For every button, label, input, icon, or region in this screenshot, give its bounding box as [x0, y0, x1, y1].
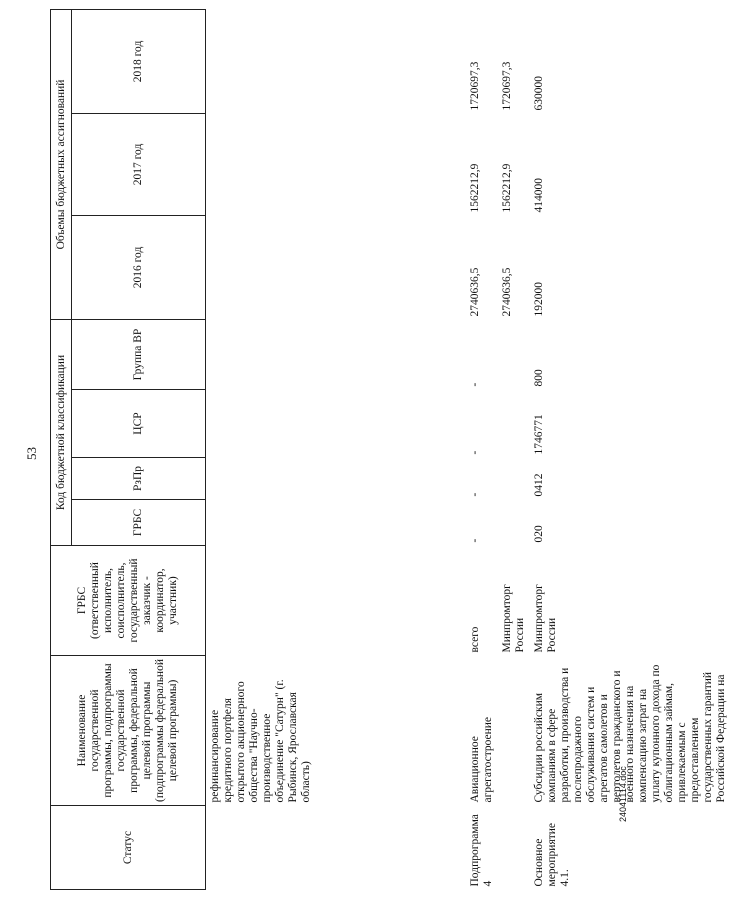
measure41-name: Субсидии российским компаниям в сфере разработки, производства и послепродажного обслуживания систем и агрегатов самолетов и вертолетов гражданского и военного назначения на компенсацию затрат на уплату купонного дохода по облигационным займам, привлекаемым с предоставлением государственных гарантий Российской Федерации на — [532, 664, 727, 803]
header-2017: 2017 год — [72, 113, 206, 215]
subprogram4-code-vr: - — [468, 382, 481, 387]
measure41-grbs: Минпромторг России — [532, 584, 558, 653]
subprogram4-ministry-2018: 1720697,3 — [500, 61, 513, 111]
subprogram4-code-rzpr: - — [468, 492, 481, 497]
header-2018: 2018 год — [72, 9, 206, 113]
header-code-csr: ЦСР — [72, 390, 206, 458]
measure41-2016: 192000 — [532, 281, 545, 317]
subprogram4-ministry: Минпромторг России — [500, 584, 526, 653]
header-grbs: ГРБС (ответственный исполнитель, соисполнитель, государственный заказчик - координатор, участник) — [51, 546, 206, 656]
header-code-vr: Группа ВР — [72, 319, 206, 389]
budget-table — [50, 9, 731, 890]
measure41-code-csr: 1746771 — [532, 414, 545, 455]
continuation-name: рефинансирование кредитного портфеля открытого акционерного общества "Научно-производственное объединение "Сатурн" (г. Рыбинск, Ярославская область) — [209, 679, 312, 803]
measure41-code-vr: 800 — [532, 369, 545, 387]
subprogram4-code-grbs: - — [468, 538, 481, 543]
header-2016: 2016 год — [72, 215, 206, 319]
header-volume-group: Объемы бюджетных ассигнований — [51, 9, 72, 319]
table-row — [206, 9, 466, 889]
measure41-code-grbs: 020 — [532, 525, 545, 543]
page-number: 53 — [24, 447, 39, 460]
header-status: Статус — [51, 806, 206, 890]
table-row — [466, 9, 498, 889]
table-row — [530, 9, 731, 889]
subprogram4-ministry-2017: 1562212,9 — [500, 163, 513, 213]
header-code-grbs: ГРБС — [72, 500, 206, 546]
subprogram4-2016: 2740636,5 — [468, 267, 481, 317]
document-id: 24041114.doc — [618, 766, 628, 822]
subprogram4-grbs-total: всего — [468, 626, 481, 653]
header-name: Наименование государственной программы, подпрограммы государственной программы, федеральной целевой программы (подпрограммы федеральной целевой программы) — [51, 656, 206, 806]
header-code-group: Код бюджетной классификации — [51, 319, 72, 545]
subprogram4-2017: 1562212,9 — [468, 163, 481, 213]
subprogram4-status: Подпрограмма 4 — [468, 814, 494, 887]
subprogram4-ministry-2016: 2740636,5 — [500, 267, 513, 317]
subprogram4-code-csr: - — [468, 450, 481, 455]
measure41-2018: 630000 — [532, 75, 545, 111]
measure41-code-rzpr: 0412 — [532, 473, 545, 497]
subprogram4-name: Авиационное агрегатостроение — [468, 716, 494, 803]
table-row — [498, 9, 530, 889]
measure41-status: Основное мероприятие 4.1. — [532, 822, 571, 887]
measure41-2017: 414000 — [532, 177, 545, 213]
header-code-rzpr: РзПр — [72, 458, 206, 500]
subprogram4-2018: 1720697,3 — [468, 61, 481, 111]
